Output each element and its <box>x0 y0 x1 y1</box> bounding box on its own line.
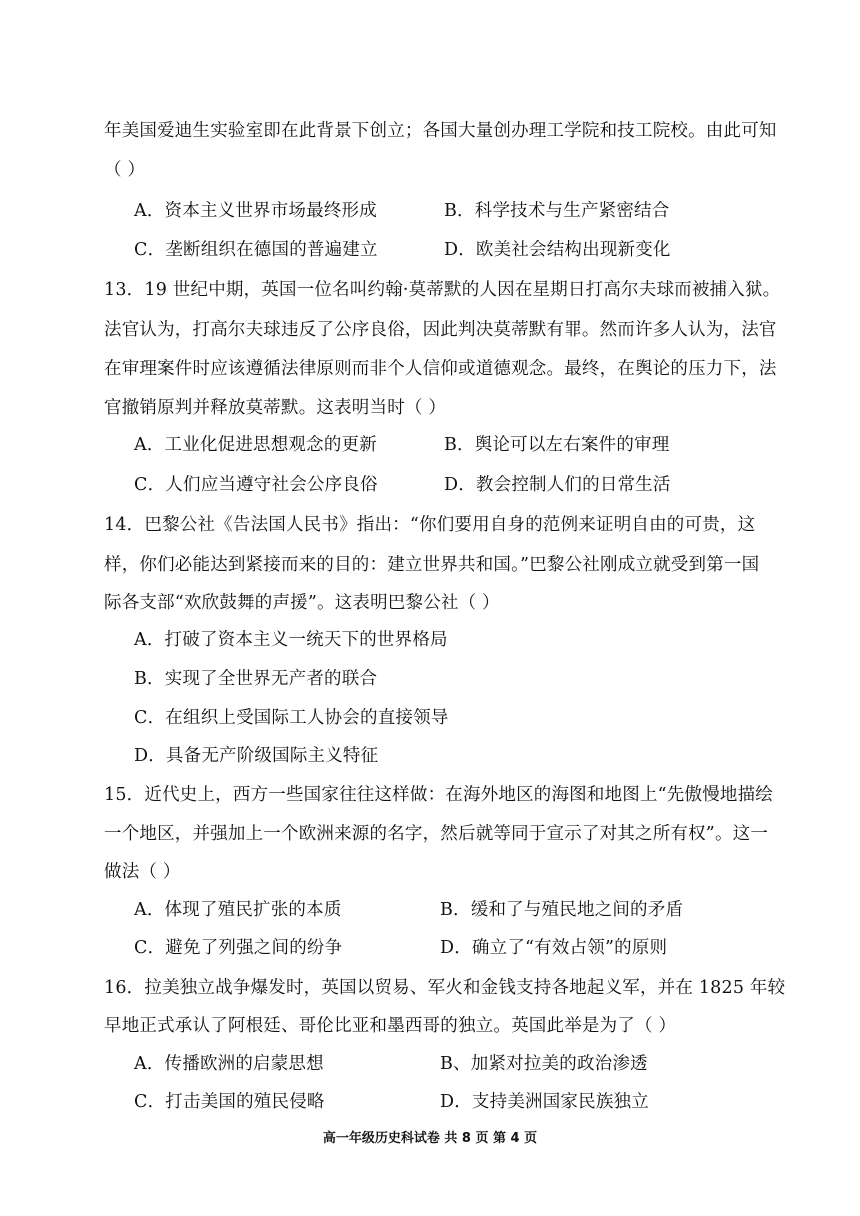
q15-stem-line-2: 一个地区，并强加上一个欧洲来源的名字，然后就等同于宣示了对其之所有权”。这一 <box>104 824 769 844</box>
q14-stem-line-2: 样，你们必能达到紧接而来的目的：建立世界共和国。”巴黎公社刚成立就受到第一国 <box>104 555 760 575</box>
q14-option-b: B．实现了全世界无产者的联合 <box>134 669 378 689</box>
q14-stem-line-1: 14．巴黎公社《告法国人民书》指出：“你们要用自身的范例来证明自由的可贵，这 <box>104 515 756 535</box>
q13-option-c: C．人们应当遵守社会公序良俗 <box>134 475 378 495</box>
q16-option-a: A．传播欧洲的启蒙思想 <box>134 1054 324 1074</box>
q16-stem-line-2: 早地正式承认了阿根廷、哥伦比亚和墨西哥的独立。英国此举是为了（ ） <box>104 1016 677 1036</box>
q12-stem-line-2: （ ） <box>104 160 146 180</box>
q13-stem-line-1: 13．19 世纪中期，英国一位名叫约翰·莫蒂默的人因在星期日打高尔夫球而被捕入狱。 <box>104 280 781 300</box>
q13-option-a: A．工业化促进思想观念的更新 <box>134 435 377 455</box>
q15-stem-line-3: 做法（ ） <box>104 862 181 882</box>
q16-option-c: C．打击美国的殖民侵略 <box>134 1092 325 1112</box>
q15-option-d: D．确立了“有效占领”的原则 <box>440 938 668 958</box>
q12-stem-line-1: 年美国爱迪生实验室即在此背景下创立；各国大量创办理工学院和技工院校。由此可知 <box>104 121 777 141</box>
q13-option-d: D．教会控制人们的日常生活 <box>444 475 671 495</box>
q12-option-b: B．科学技术与生产紧密结合 <box>444 201 670 221</box>
q12-option-c: C．垄断组织在德国的普遍建立 <box>134 240 378 260</box>
q16-stem-line-1: 16．拉美独立战争爆发时，英国以贸易、军火和金钱支持各地起义军，并在 1825 年较 <box>104 978 786 998</box>
q12-option-d: D．欧美社会结构出现新变化 <box>444 240 671 260</box>
q15-option-c: C．避免了列强之间的纷争 <box>134 938 343 958</box>
q13-stem-line-3: 在审理案件时应该遵循法律原则而非个人信仰或道德观念。最终，在舆论的压力下，法 <box>104 359 777 379</box>
q14-option-d: D．具备无产阶级国际主义特征 <box>134 746 379 766</box>
q15-stem-line-1: 15．近代史上，西方一些国家往往这样做：在海外地区的海图和地图上“先傲慢地描绘 <box>104 785 774 805</box>
q13-option-b: B．舆论可以左右案件的审理 <box>444 435 670 455</box>
q14-stem-line-3: 际各支部“欢欣鼓舞的声援”。这表明巴黎公社（ ） <box>104 593 500 613</box>
page-footer: 高一年级历史科试卷 共 8 页 第 4 页 <box>322 1131 538 1146</box>
q15-option-a: A．体现了殖民扩张的本质 <box>134 900 342 920</box>
q15-option-b: B．缓和了与殖民地之间的矛盾 <box>440 900 684 920</box>
q16-option-d: D．支持美洲国家民族独立 <box>440 1092 649 1112</box>
q12-option-a: A．资本主义世界市场最终形成 <box>134 201 377 221</box>
q13-stem-line-2: 法官认为，打高尔夫球违反了公序良俗，因此判决莫蒂默有罪。然而许多人认为，法官 <box>104 320 777 340</box>
q14-option-c: C．在组织上受国际工人协会的直接领导 <box>134 708 449 728</box>
q14-option-a: A．打破了资本主义一统天下的世界格局 <box>134 630 448 650</box>
q13-stem-line-4: 官撤销原判并释放莫蒂默。这表明当时（ ） <box>104 398 447 418</box>
q16-option-b: B、加紧对拉美的政治渗透 <box>440 1054 648 1074</box>
